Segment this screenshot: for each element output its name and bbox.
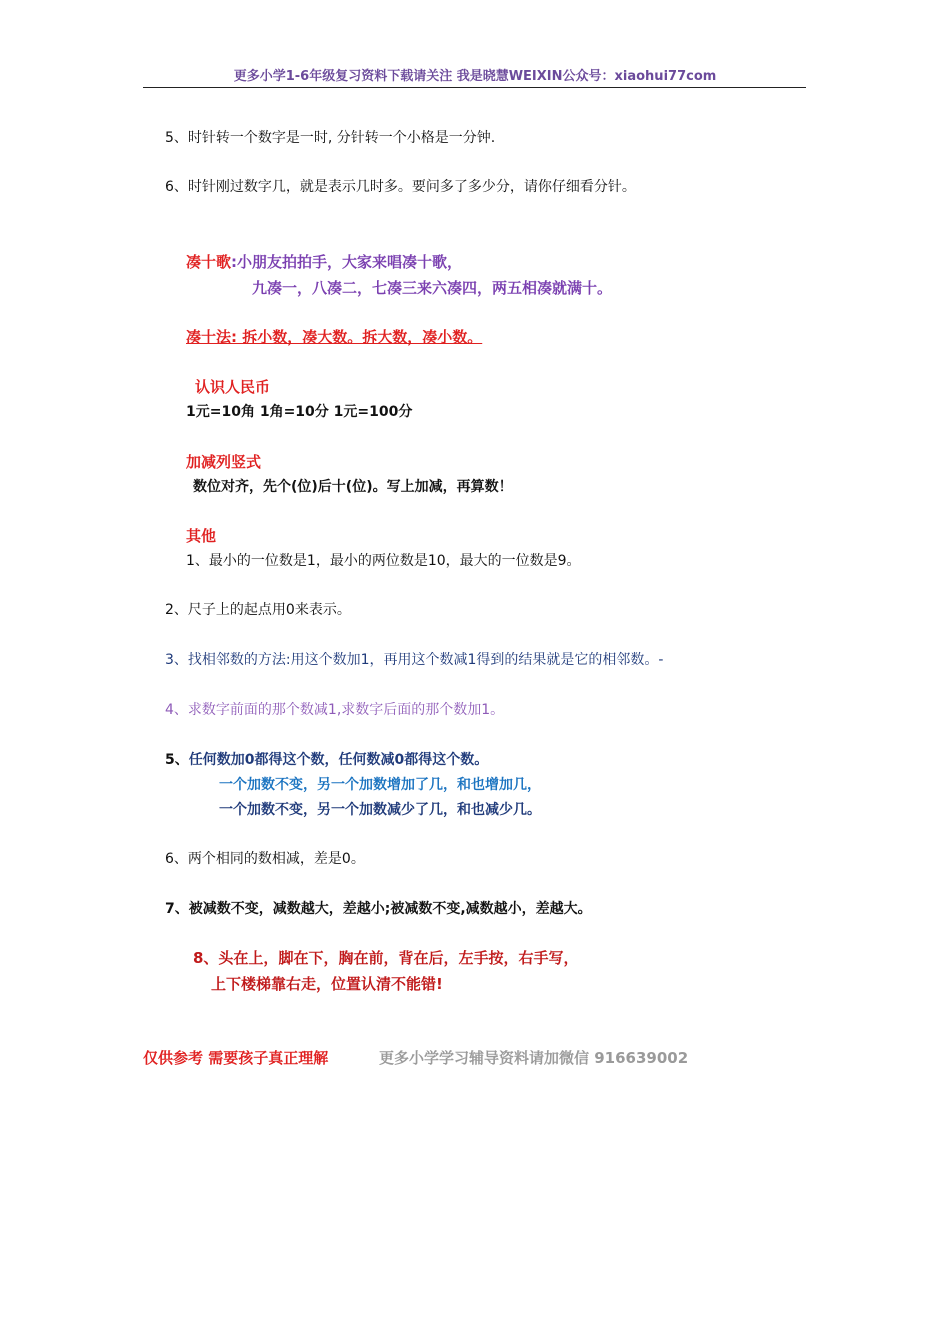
other-item-1: 1、最小的一位数是1，最小的两位数是10，最大的一位数是9。 [186, 553, 581, 569]
coushige-line-1 [186, 255, 462, 270]
other-item-8-line-2: 上下楼梯靠右走，位置认清不能错! [211, 975, 443, 993]
other-item-2: 2、尺子上的起点用0来表示。 [165, 602, 351, 618]
rmb-text: 1元=10角 1角=10分 1元=100分 [186, 404, 413, 420]
other-item-6: 6、两个相同的数相减，差是0。 [165, 851, 365, 867]
other-item-8: 8、头在上，脚在下，胸在前，背在后，左手按，右手写， [193, 949, 579, 967]
other-item-5 [165, 753, 488, 767]
clock-line-5: 5、时针转一个数字是一时, 分针转一个小格是一分钟. [165, 130, 496, 146]
vertical-title: 加减列竖式 [186, 453, 262, 471]
other-item-3: 3、找相邻数的方法:用这个数加1，再用这个数减1得到的结果就是它的相邻数。- [165, 652, 664, 668]
rmb-title: 认识人民币 [195, 378, 271, 396]
coushifa-text: 凑十法: 拆小数，凑大数。拆大数，凑小数。 [186, 328, 483, 346]
clock-line-6: 6、时针刚过数字几，就是表示几时多。要问多了多少分，请你仔细看分针。 [165, 179, 636, 195]
other-item-5-prefix: 5、 [165, 752, 189, 768]
page-header: 更多小学1-6年级复习资料下载请关注 我是晓慧WEIXIN公众号：xiaohui77com [233, 69, 717, 84]
other-item-5-line-3: 一个加数不变，另一个加数减少了几，和也减少几。 [219, 802, 541, 818]
footer-left: 仅供参考 需要孩子真正理解 [143, 1049, 329, 1067]
header-rule [143, 87, 806, 88]
footer-right: 更多小学学习辅导资料请加微信 916639002 [379, 1049, 689, 1067]
other-item-7: 7、被减数不变，减数越大，差越小;被减数不变,减数越小，差越大。 [165, 901, 592, 917]
coushige-line-2: 九凑一，八凑二，七凑三来六凑四，两五相凑就满十。 [252, 279, 613, 297]
other-title: 其他 [186, 527, 217, 545]
coushige-label: 凑十歌 [186, 253, 232, 271]
other-item-4: 4、求数字前面的那个数减1,求数字后面的那个数加1。 [165, 702, 505, 718]
coushige-line-1-text: :小朋友拍拍手，大家来唱凑十歌， [231, 253, 463, 271]
other-item-5-line-2: 一个加数不变，另一个加数增加了几，和也增加几， [219, 777, 541, 793]
vertical-text: 数位对齐，先个(位)后十(位)。写上加减，再算数！ [193, 479, 513, 495]
other-item-5-text: 任何数加0都得这个数，任何数减0都得这个数。 [188, 752, 489, 768]
